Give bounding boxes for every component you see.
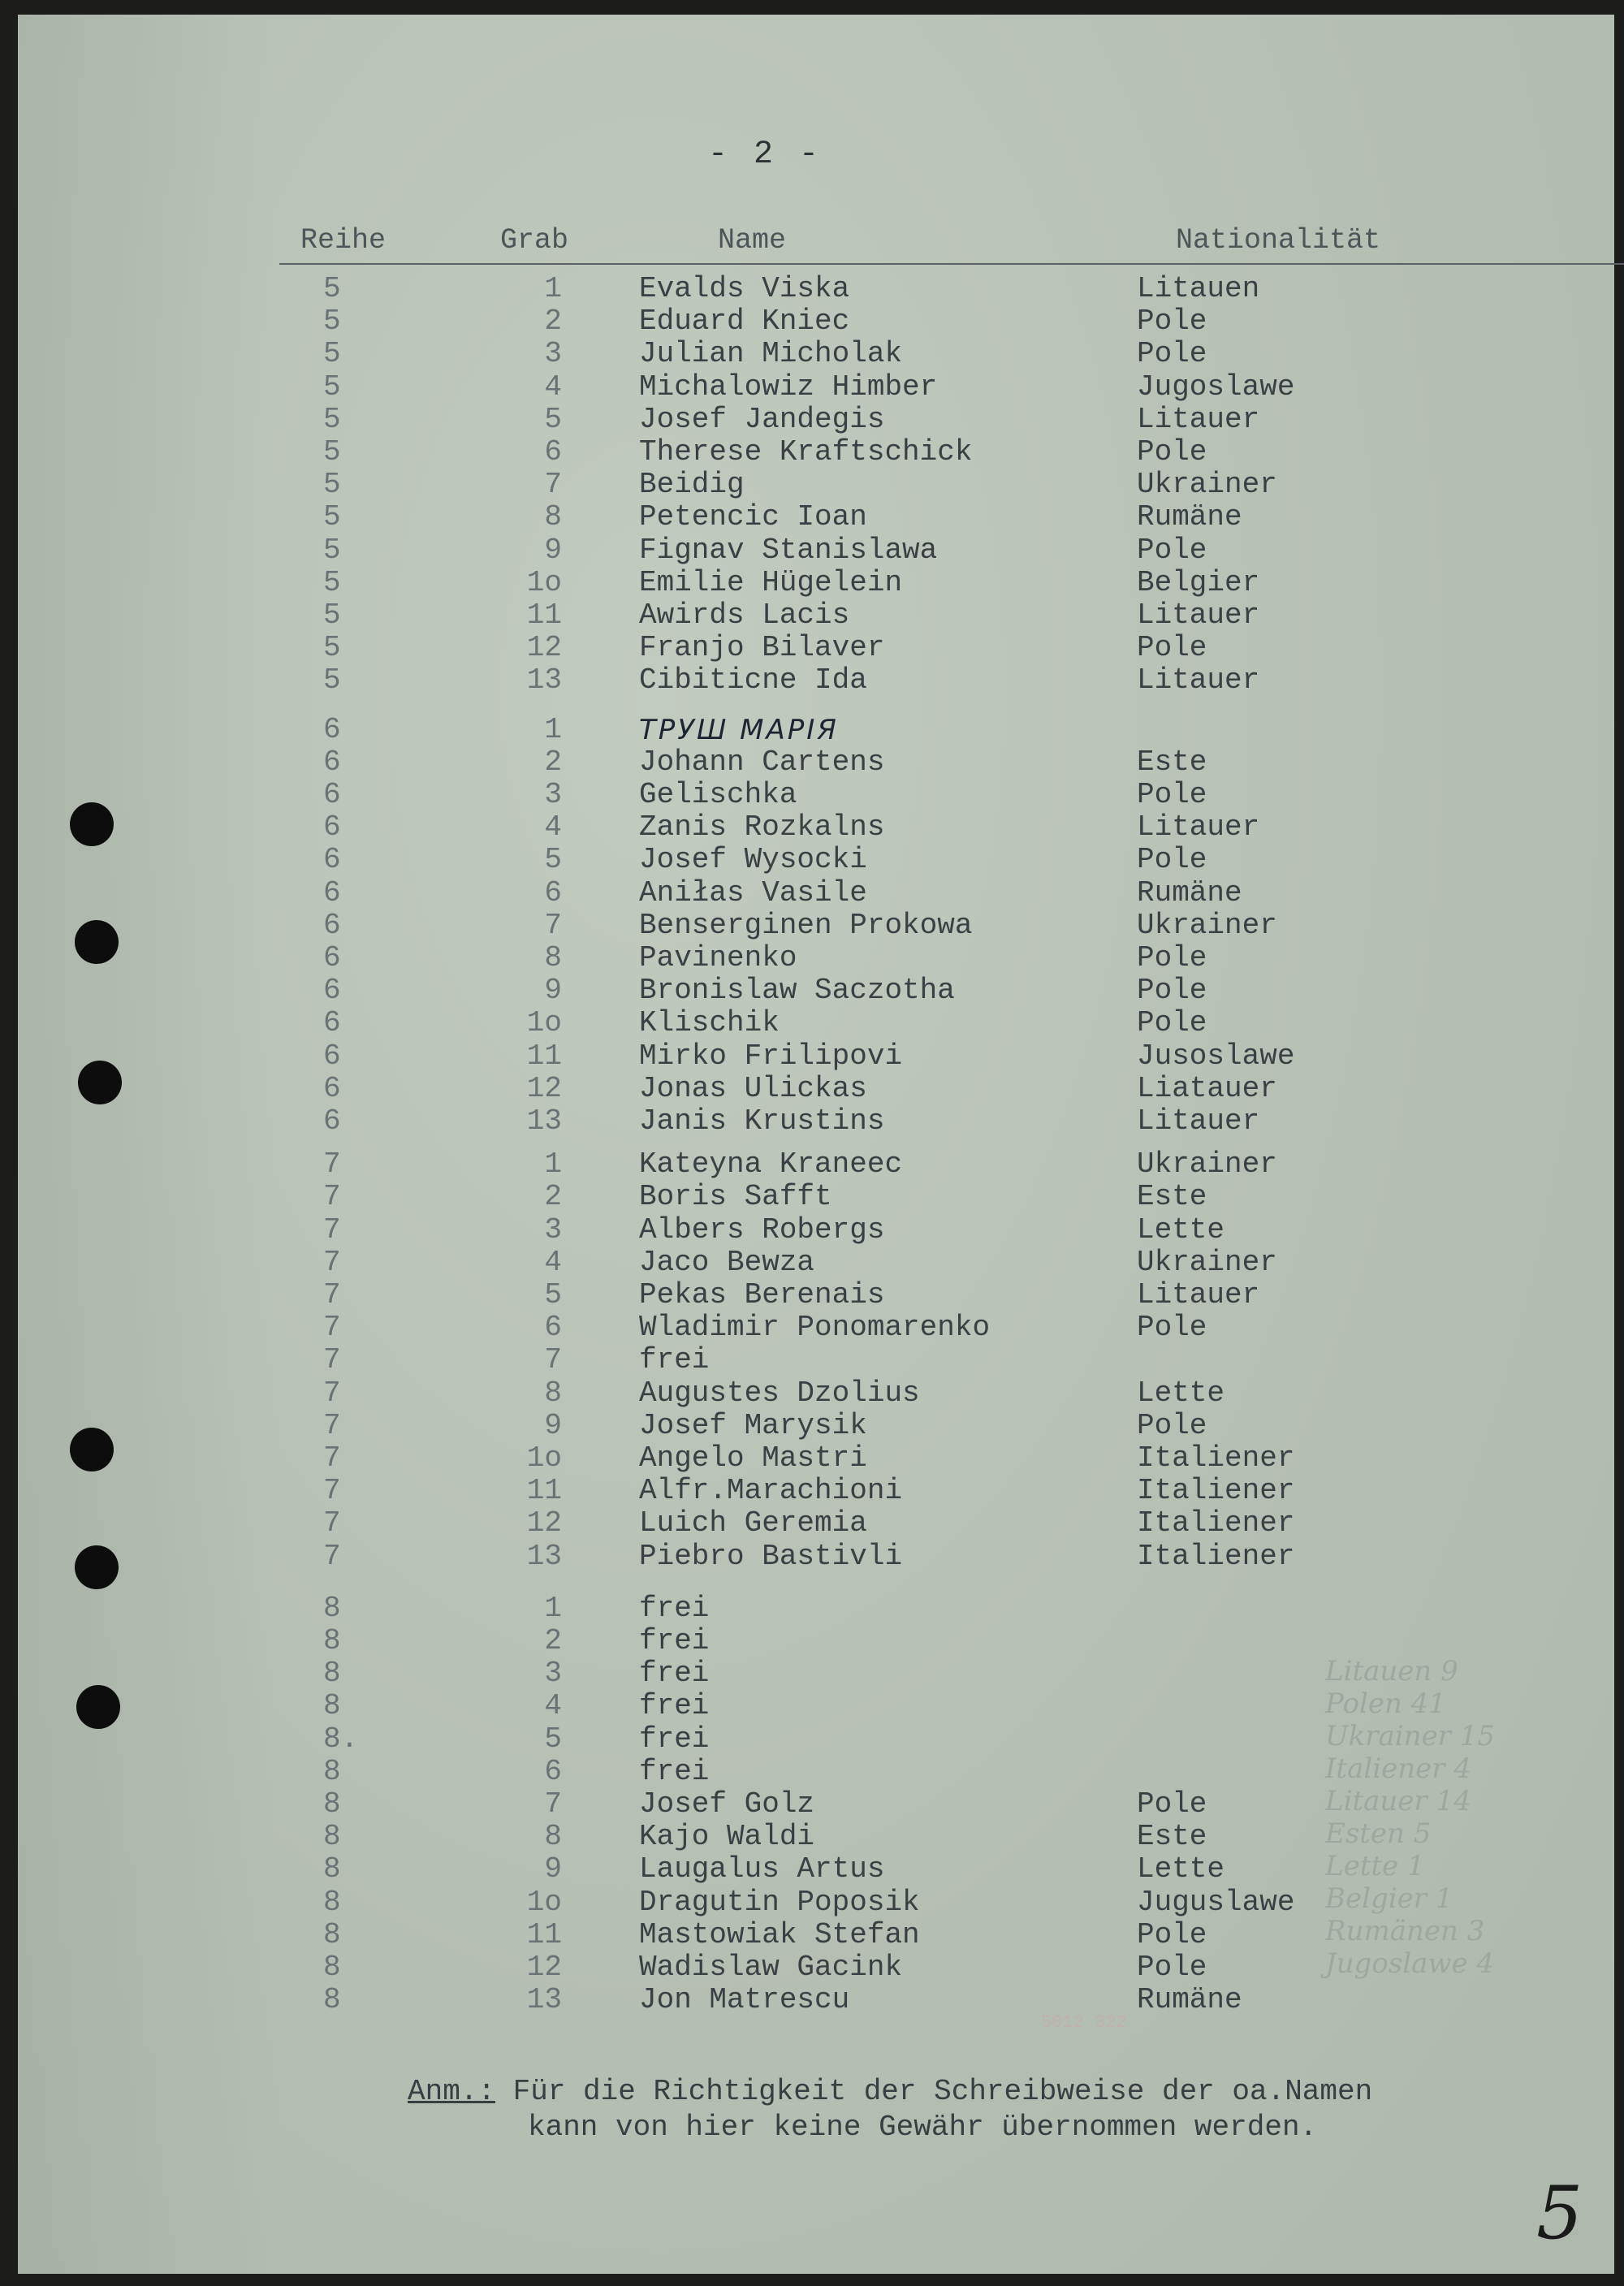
row-name: frei <box>639 1624 710 1657</box>
row-reihe: 5 <box>323 663 341 698</box>
row-reihe: 7 <box>323 1180 341 1214</box>
row-nationalitaet: Lette <box>1137 1376 1225 1410</box>
row-name: Mirko Frilipovi <box>639 1039 903 1073</box>
row-grab: 12 <box>526 1071 562 1105</box>
row-grab: 5 <box>544 402 562 436</box>
row-grab: 13 <box>526 1983 562 2017</box>
row-name: Augustes Dzolius <box>639 1376 920 1410</box>
row-name: Zanis Rozkalns <box>639 810 885 845</box>
row-reihe: 8. <box>323 1722 359 1756</box>
row-name: Gelischka <box>639 778 797 811</box>
sheet-number: 5 <box>1536 2171 1583 2256</box>
punch-hole <box>75 1545 119 1589</box>
row-nationalitaet: Pole <box>1137 1311 1207 1345</box>
row-name: Cibiticne Ida <box>639 663 867 698</box>
faint-note-line: Lette 1 <box>1325 1850 1425 1882</box>
row-reihe: 8 <box>323 1885 341 1919</box>
row-reihe: 5 <box>323 533 341 567</box>
table-row <box>18 1377 1614 1410</box>
row-reihe: 5 <box>323 599 341 632</box>
row-name: Albers Robergs <box>639 1212 885 1247</box>
punch-hole <box>76 1685 120 1729</box>
row-reihe: 8 <box>323 1624 341 1657</box>
row-reihe: 8 <box>323 1754 341 1788</box>
table-row <box>18 779 1614 811</box>
row-name: Eduard Kniec <box>639 305 850 339</box>
row-reihe: 8 <box>323 1852 341 1886</box>
header-name: Name <box>718 224 787 257</box>
table-header <box>18 224 1614 265</box>
row-name: frei <box>639 1689 710 1723</box>
row-grab: 13 <box>526 1104 562 1138</box>
table-row <box>18 404 1614 436</box>
table-row <box>18 910 1614 942</box>
row-grab: 12 <box>526 1951 562 1984</box>
table-row <box>18 974 1614 1007</box>
row-name: Josef Wysocki <box>639 843 867 877</box>
row-reihe: 5 <box>323 402 341 436</box>
row-grab: 12 <box>526 631 562 665</box>
row-name: Piebro Bastivli <box>639 1539 903 1573</box>
row-nationalitaet: Pole <box>1137 1408 1207 1442</box>
row-grab: 9 <box>544 1408 562 1442</box>
row-grab: 1o <box>526 1441 562 1475</box>
row-nationalitaet: Lette <box>1137 1212 1225 1247</box>
table-row <box>18 942 1614 974</box>
row-reihe: 8 <box>323 1689 341 1723</box>
row-reihe: 8 <box>323 1917 341 1951</box>
row-name: Wadislaw Gacink <box>639 1951 903 1984</box>
table-row <box>18 1625 1614 1657</box>
row-nationalitaet: Pole <box>1137 843 1207 877</box>
row-nationalitaet: Pole <box>1137 778 1207 811</box>
row-grab: 1 <box>544 712 562 746</box>
row-reihe: 7 <box>323 1539 341 1573</box>
row-grab: 2 <box>544 745 562 779</box>
row-grab: 7 <box>544 1343 562 1377</box>
faint-note-line: Esten 5 <box>1325 1817 1432 1850</box>
table-row <box>18 1541 1614 1573</box>
table-row <box>18 338 1614 370</box>
row-grab: 3 <box>544 778 562 811</box>
row-nationalitaet: Ukrainer <box>1137 1147 1277 1182</box>
row-grab: 11 <box>526 1917 562 1951</box>
row-name: frei <box>639 1343 710 1377</box>
table-row <box>18 1247 1614 1279</box>
row-grab: 6 <box>544 1754 562 1788</box>
row-nationalitaet: Ukrainer <box>1137 468 1277 502</box>
row-name: Josef Jandegis <box>639 402 885 436</box>
row-reihe: 6 <box>323 778 341 811</box>
row-nationalitaet: Este <box>1137 1820 1207 1854</box>
row-reihe: 5 <box>323 500 341 534</box>
row-name: Michalowiz Himber <box>639 369 938 404</box>
row-grab: 4 <box>544 369 562 404</box>
row-nationalitaet: Rumäne <box>1137 500 1242 534</box>
row-reihe: 7 <box>323 1408 341 1442</box>
punch-hole <box>70 1428 114 1471</box>
row-name: Laugalus Artus <box>639 1852 885 1886</box>
header-nationalitaet: Nationalität <box>1176 224 1381 257</box>
punch-hole <box>75 920 119 964</box>
row-reihe: 5 <box>323 305 341 339</box>
row-name: Petencic Ioan <box>639 500 867 534</box>
row-reihe: 8 <box>323 1657 341 1691</box>
row-name: Kateyna Kraneec <box>639 1147 903 1182</box>
row-grab: 5 <box>544 1722 562 1756</box>
faint-note-line: Litauen 9 <box>1325 1655 1458 1687</box>
table-row <box>18 273 1614 305</box>
row-grab: 2 <box>544 1624 562 1657</box>
row-grab: 11 <box>526 599 562 632</box>
row-nationalitaet: Pole <box>1137 1951 1207 1984</box>
row-reihe: 6 <box>323 810 341 845</box>
row-grab: 9 <box>544 533 562 567</box>
row-nationalitaet: Belgier <box>1137 565 1260 599</box>
table-row <box>18 1105 1614 1138</box>
row-reihe: 6 <box>323 712 341 746</box>
footnote-line-1: Für die Richtigkeit der Schreibweise der oa.Namen <box>495 2075 1373 2108</box>
row-nationalitaet: Este <box>1137 745 1207 779</box>
row-name: Boris Safft <box>639 1180 832 1214</box>
row-name: Bronislaw Saczotha <box>639 974 955 1008</box>
table-row <box>18 1507 1614 1540</box>
row-name: Pavinenko <box>639 941 797 974</box>
row-grab: 6 <box>544 1311 562 1345</box>
row-nationalitaet: Litauen <box>1137 272 1260 305</box>
row-name: Wladimir Ponomarenko <box>639 1311 991 1345</box>
row-name: Fignav Stanislawa <box>639 533 938 567</box>
row-nationalitaet: Pole <box>1137 631 1207 665</box>
row-name: Jonas Ulickas <box>639 1071 867 1105</box>
row-grab: 6 <box>544 875 562 910</box>
row-nationalitaet: Jugoslawe <box>1137 369 1295 404</box>
table-row <box>18 1475 1614 1507</box>
row-name: Franjo Bilaver <box>639 631 885 665</box>
table-row <box>18 632 1614 664</box>
table-row <box>18 469 1614 501</box>
row-nationalitaet: Juguslawe <box>1137 1885 1295 1919</box>
header-reihe: Reihe <box>300 224 387 257</box>
row-reihe: 6 <box>323 1006 341 1040</box>
row-nationalitaet: Pole <box>1137 533 1207 567</box>
row-reihe: 7 <box>323 1474 341 1508</box>
faint-note-line: Jugoslawe 4 <box>1325 1947 1495 1980</box>
row-grab: 1 <box>544 272 562 305</box>
footnote-line-2: kann von hier keine Gewähr übernommen werden. <box>528 2111 1318 2144</box>
table-row <box>18 664 1614 697</box>
table-row <box>18 567 1614 599</box>
table-row <box>18 1279 1614 1312</box>
table-row <box>18 534 1614 567</box>
header-rule <box>279 263 1624 265</box>
table-row <box>18 599 1614 632</box>
table-row <box>18 714 1614 746</box>
row-nationalitaet: Litauer <box>1137 810 1260 845</box>
row-name: Josef Golz <box>639 1787 815 1821</box>
faint-pencil-tally <box>1325 1655 1569 1980</box>
row-grab: 1 <box>544 1147 562 1182</box>
row-reihe: 5 <box>323 565 341 599</box>
faint-note-line: Belgier 1 <box>1325 1882 1453 1915</box>
row-name: Janis Krustins <box>639 1104 885 1138</box>
row-nationalitaet: Litauer <box>1137 599 1260 632</box>
row-reihe: 7 <box>323 1311 341 1345</box>
row-grab: 13 <box>526 663 562 698</box>
row-name: Aniłas Vasile <box>639 875 867 910</box>
row-grab: 4 <box>544 810 562 845</box>
row-grab: 9 <box>544 974 562 1008</box>
faint-note-line: Polen 41 <box>1325 1687 1446 1720</box>
row-name: Beidig <box>639 468 745 502</box>
row-nationalitaet: Rumäne <box>1137 1983 1242 2017</box>
row-reihe: 8 <box>323 1591 341 1625</box>
row-grab: 7 <box>544 468 562 502</box>
row-reihe: 5 <box>323 631 341 665</box>
row-reihe: 5 <box>323 272 341 305</box>
row-grab: 8 <box>544 1376 562 1410</box>
row-grab: 11 <box>526 1039 562 1073</box>
row-reihe: 7 <box>323 1278 341 1312</box>
faint-note-line: Rumänen 3 <box>1325 1915 1485 1947</box>
row-reihe: 7 <box>323 1506 341 1541</box>
row-reihe: 8 <box>323 1983 341 2017</box>
table-row <box>18 1592 1614 1625</box>
row-grab: 3 <box>544 337 562 371</box>
row-name: Evalds Viska <box>639 272 850 305</box>
table-row <box>18 1181 1614 1213</box>
row-name: Jaco Bewza <box>639 1245 815 1279</box>
row-nationalitaet: Ukrainer <box>1137 908 1277 942</box>
table-row <box>18 877 1614 910</box>
row-reihe: 8 <box>323 1951 341 1984</box>
row-name: Jon Matrescu <box>639 1983 850 2017</box>
row-grab: 13 <box>526 1539 562 1573</box>
row-name: frei <box>639 1754 710 1788</box>
row-name: frei <box>639 1591 710 1625</box>
table-row <box>18 1410 1614 1442</box>
row-name: Awirds Lacis <box>639 599 850 632</box>
table-row <box>18 1214 1614 1247</box>
row-nationalitaet: Pole <box>1137 941 1207 974</box>
row-nationalitaet: Liatauer <box>1137 1071 1277 1105</box>
row-nationalitaet: Pole <box>1137 1006 1207 1040</box>
row-reihe: 7 <box>323 1147 341 1182</box>
row-grab: 8 <box>544 500 562 534</box>
table-row <box>18 1984 1614 2016</box>
row-reihe: 8 <box>323 1787 341 1821</box>
faint-note-line: Italiener 4 <box>1325 1752 1471 1785</box>
table-row <box>18 501 1614 534</box>
row-name: Johann Cartens <box>639 745 885 779</box>
row-grab: 9 <box>544 1852 562 1886</box>
table-row <box>18 1442 1614 1475</box>
row-nationalitaet: Italiener <box>1137 1539 1295 1573</box>
faint-note-line: Ukrainer 15 <box>1325 1720 1495 1752</box>
row-nationalitaet: Pole <box>1137 337 1207 371</box>
row-grab: 1o <box>526 1006 562 1040</box>
row-grab: 3 <box>544 1212 562 1247</box>
row-nationalitaet: Lette <box>1137 1852 1225 1886</box>
row-name: Josef Marysik <box>639 1408 867 1442</box>
row-grab: 11 <box>526 1474 562 1508</box>
table-row <box>18 1073 1614 1105</box>
row-reihe: 6 <box>323 1104 341 1138</box>
row-nationalitaet: Pole <box>1137 974 1207 1008</box>
row-reihe: 6 <box>323 875 341 910</box>
row-name: Emilie Hügelein <box>639 565 903 599</box>
row-name: Julian Micholak <box>639 337 903 371</box>
row-grab: 7 <box>544 1787 562 1821</box>
row-nationalitaet: Italiener <box>1137 1474 1295 1508</box>
row-name: frei <box>639 1722 710 1756</box>
row-name: Klischik <box>639 1006 780 1040</box>
row-name: Angelo Mastri <box>639 1441 867 1475</box>
table-row <box>18 1344 1614 1376</box>
faint-stamp: 5012 322 <box>1041 2012 1127 2033</box>
row-grab: 3 <box>544 1657 562 1691</box>
table-row <box>18 844 1614 876</box>
row-name: frei <box>639 1657 710 1691</box>
row-reihe: 6 <box>323 974 341 1008</box>
row-reihe: 6 <box>323 843 341 877</box>
table-row <box>18 1040 1614 1073</box>
row-nationalitaet: Pole <box>1137 305 1207 339</box>
row-reihe: 7 <box>323 1376 341 1410</box>
row-grab: 2 <box>544 1180 562 1214</box>
row-nationalitaet: Italiener <box>1137 1506 1295 1541</box>
table-row <box>18 1007 1614 1039</box>
table-row <box>18 1148 1614 1181</box>
table-row <box>18 1312 1614 1344</box>
table-row <box>18 746 1614 779</box>
row-reihe: 7 <box>323 1441 341 1475</box>
row-nationalitaet: Italiener <box>1137 1441 1295 1475</box>
row-grab: 4 <box>544 1245 562 1279</box>
row-grab: 1o <box>526 565 562 599</box>
row-nationalitaet: Pole <box>1137 1787 1207 1821</box>
row-reihe: 7 <box>323 1343 341 1377</box>
row-nationalitaet: Litauer <box>1137 1278 1260 1312</box>
footnote <box>408 2074 1372 2146</box>
row-reihe: 5 <box>323 468 341 502</box>
row-reihe: 7 <box>323 1212 341 1247</box>
row-grab: 8 <box>544 941 562 974</box>
row-reihe: 5 <box>323 337 341 371</box>
row-nationalitaet: Pole <box>1137 435 1207 469</box>
row-nationalitaet: Jusoslawe <box>1137 1039 1295 1073</box>
row-nationalitaet: Litauer <box>1137 1104 1260 1138</box>
row-nationalitaet: Rumäne <box>1137 875 1242 910</box>
row-name: Dragutin Poposik <box>639 1885 920 1919</box>
table-row <box>18 811 1614 844</box>
row-reihe: 7 <box>323 1245 341 1279</box>
faint-note-line: Litauer 14 <box>1325 1785 1471 1817</box>
header-grab: Grab <box>500 224 569 257</box>
row-name: Pekas Berenais <box>639 1278 885 1312</box>
row-reihe: 5 <box>323 369 341 404</box>
table-row <box>18 371 1614 404</box>
row-nationalitaet: Litauer <box>1137 402 1260 436</box>
row-name: Benserginen Prokowa <box>639 908 973 942</box>
row-grab: 12 <box>526 1506 562 1541</box>
table-row <box>18 436 1614 469</box>
row-nationalitaet: Este <box>1137 1180 1207 1214</box>
punch-hole <box>70 802 114 846</box>
row-reihe: 6 <box>323 908 341 942</box>
row-reihe: 6 <box>323 745 341 779</box>
row-nationalitaet: Ukrainer <box>1137 1245 1277 1279</box>
row-reihe: 8 <box>323 1820 341 1854</box>
row-grab: 5 <box>544 843 562 877</box>
punch-hole <box>78 1061 122 1104</box>
row-grab: 6 <box>544 435 562 469</box>
row-name: Kajo Waldi <box>639 1820 815 1854</box>
row-grab: 5 <box>544 1278 562 1312</box>
page-number: - 2 - <box>708 136 823 173</box>
row-grab: 2 <box>544 305 562 339</box>
row-reihe: 6 <box>323 1039 341 1073</box>
footnote-label: Anm.: <box>408 2075 496 2108</box>
row-reihe: 5 <box>323 435 341 469</box>
row-name: ТРУШ МАРІЯ <box>639 713 839 746</box>
row-grab: 4 <box>544 1689 562 1723</box>
row-name: Therese Kraftschick <box>639 435 973 469</box>
row-grab: 1 <box>544 1591 562 1625</box>
table-row <box>18 305 1614 338</box>
row-name: Alfr.Marachioni <box>639 1474 903 1508</box>
document-sheet <box>18 15 1614 2274</box>
row-reihe: 6 <box>323 941 341 974</box>
row-nationalitaet: Pole <box>1137 1917 1207 1951</box>
row-name: Luich Geremia <box>639 1506 867 1541</box>
row-nationalitaet: Litauer <box>1137 663 1260 698</box>
row-grab: 8 <box>544 1820 562 1854</box>
row-reihe: 6 <box>323 1071 341 1105</box>
row-grab: 1o <box>526 1885 562 1919</box>
row-grab: 7 <box>544 908 562 942</box>
row-name: Mastowiak Stefan <box>639 1917 920 1951</box>
